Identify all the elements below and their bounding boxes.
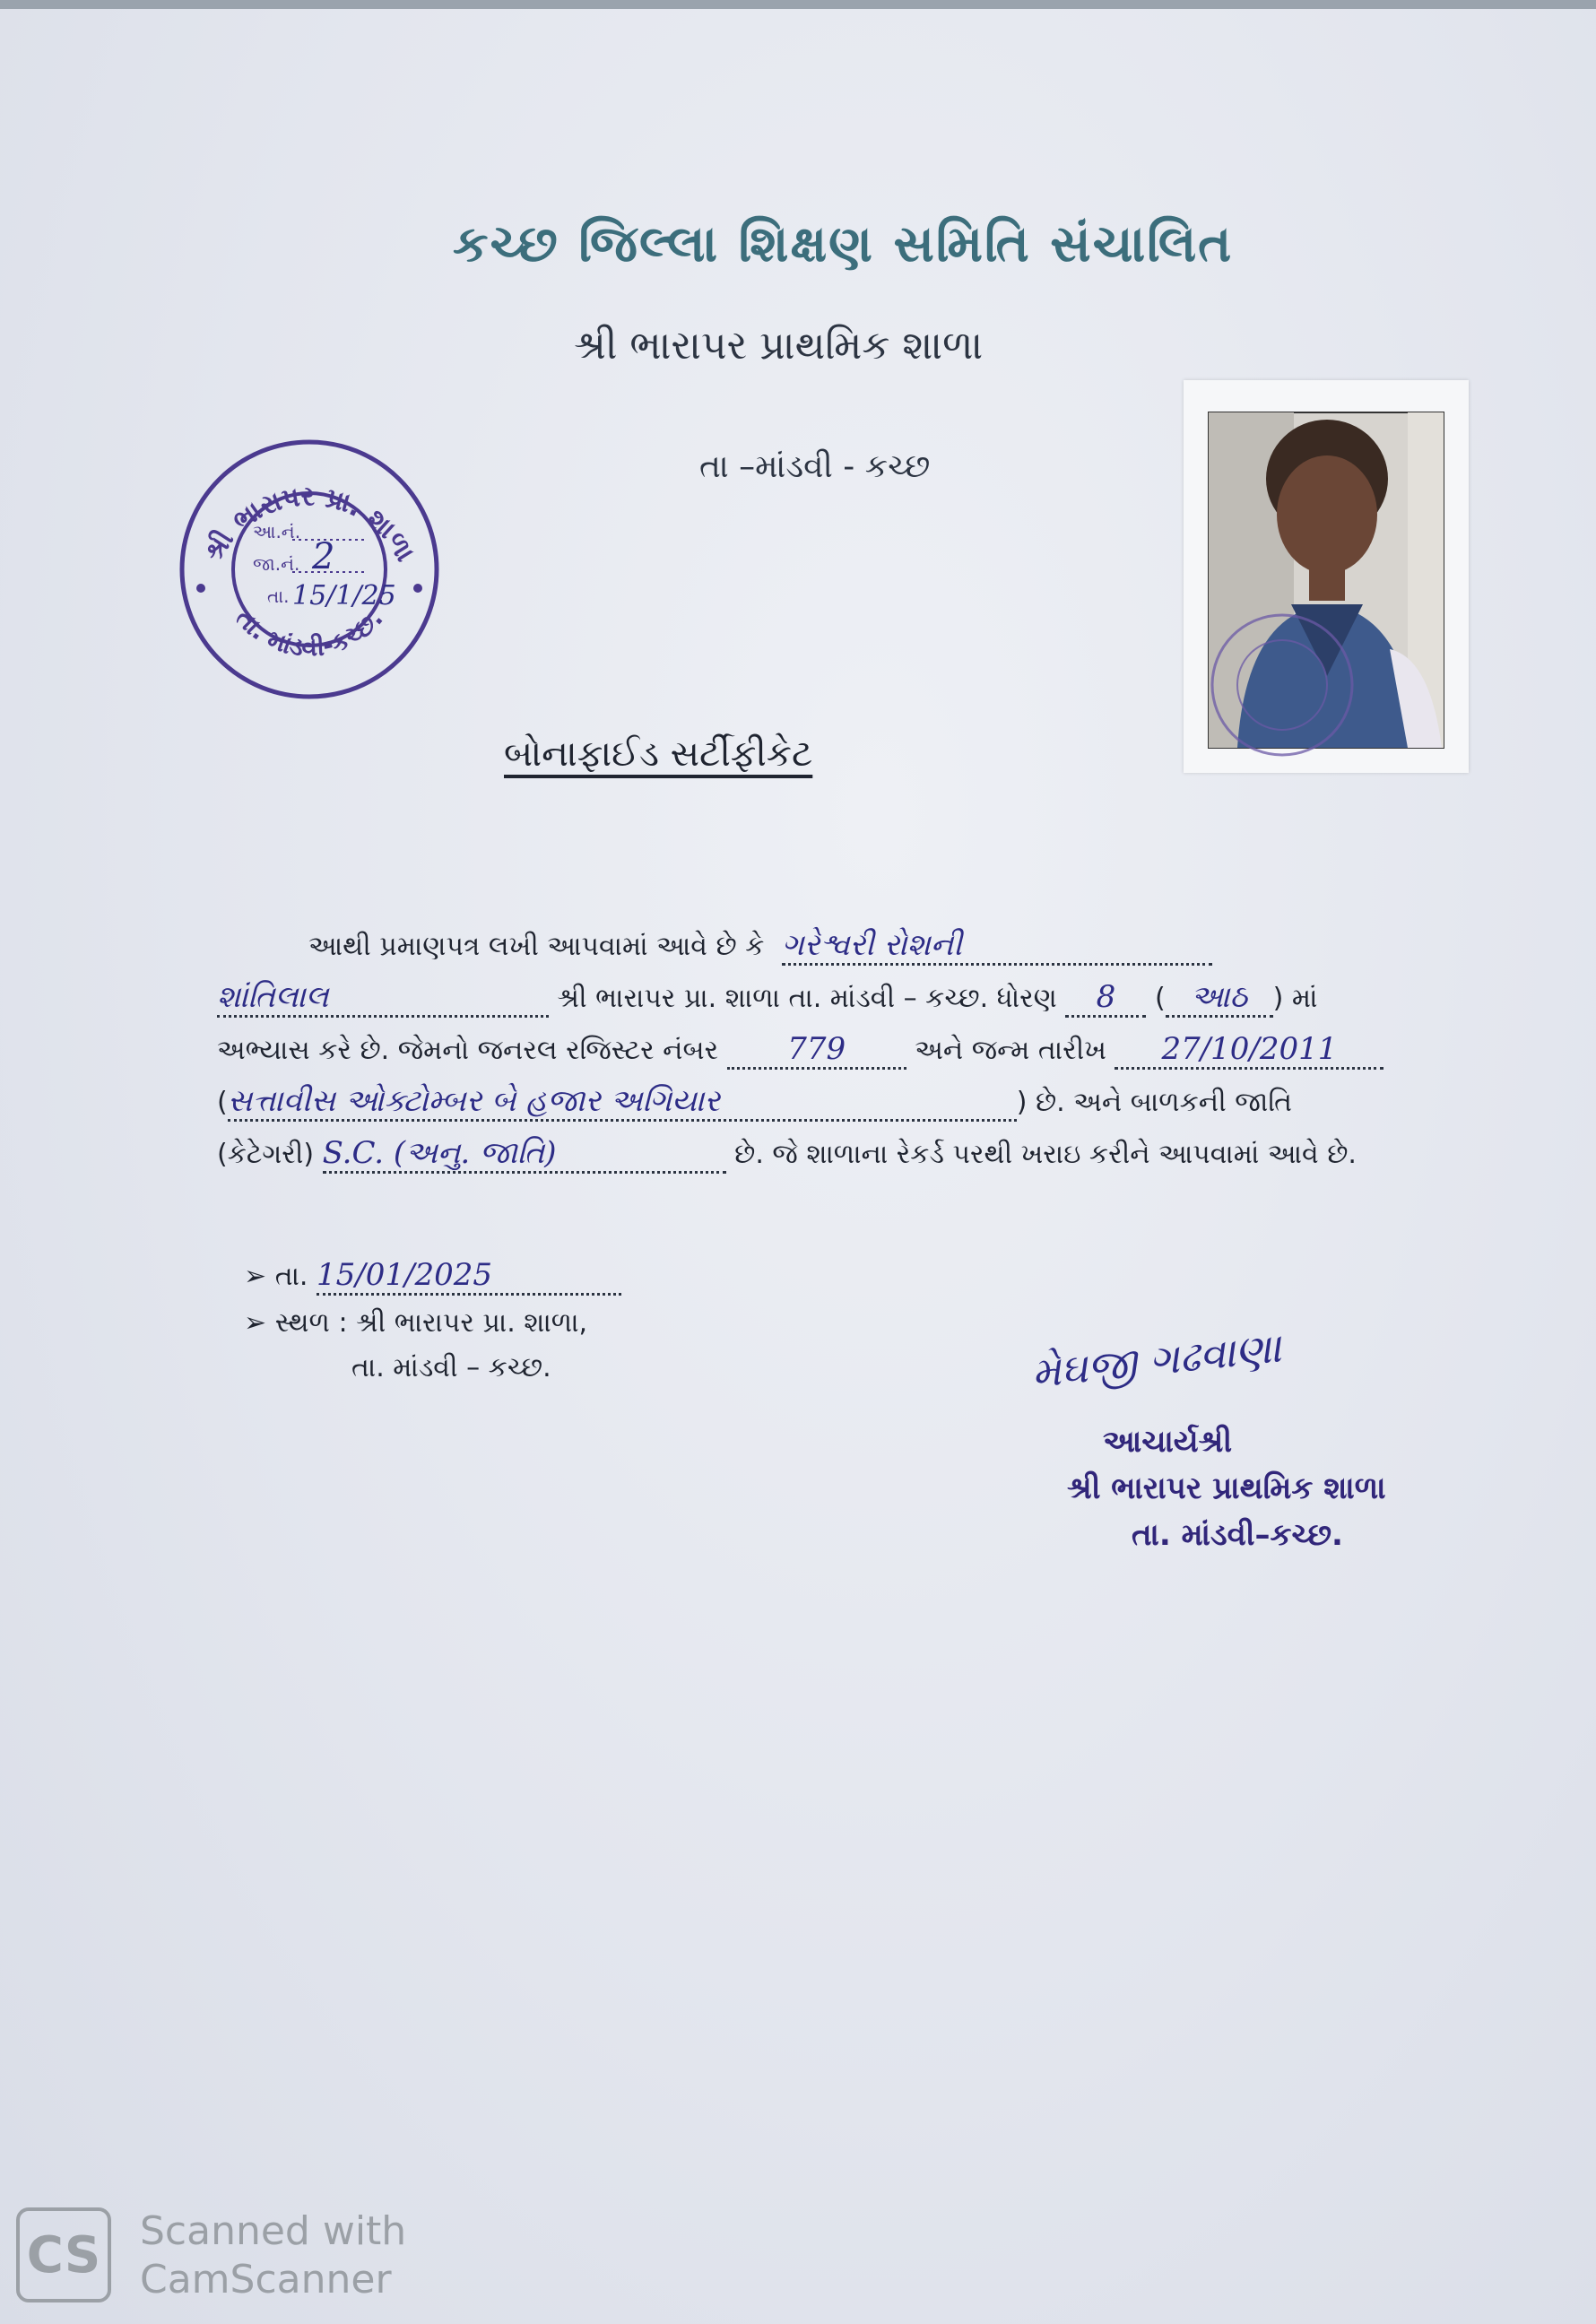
line2-middle: શ્રી ભારાપર પ્રા. શાળા તા. માંડવી – કચ્છ. ધોરણ	[557, 983, 1057, 1014]
stamp-line1-label: આ.નં.	[253, 521, 301, 542]
stamp-bottom-text: તા. માંડવી-કચ્છ.	[230, 603, 389, 663]
principal-signature: મેઘજી ગઢવાણા	[1028, 1322, 1284, 1398]
birth-date-words-field: સત્તાવીસ ઓક્ટોમ્બર બે હજાર અગિયાર	[228, 1083, 1017, 1122]
standard-field: 8	[1065, 979, 1146, 1018]
certificate-line-3	[217, 1031, 1383, 1070]
place-line-2: તા. માંડવી – કચ્છ.	[351, 1352, 551, 1383]
standard-words-field: આઠ	[1166, 979, 1273, 1018]
stamp-top-text: શ્રી ભારાપર પ્રા. શાળા	[197, 481, 421, 568]
line3-prefix: અભ્યાસ કરે છે. જેમનો જનરલ રજિસ્ટર નંબર	[217, 1035, 719, 1066]
issue-date-line	[244, 1257, 621, 1296]
student-photo-card	[1184, 380, 1469, 773]
place-label: સ્થળ : શ્રી ભારાપર પ્રા. શાળા,	[274, 1307, 588, 1339]
scan-top-edge	[0, 0, 1596, 9]
stamp-number: 2	[312, 536, 335, 577]
line1-prefix: આથી પ્રમાણપત્ર લખી આપવામાં આવે છે કે	[308, 931, 765, 962]
svg-text:તા. માંડવી-કચ્છ.	[230, 603, 388, 663]
line4-suffix: ) છે. અને બાળકની જાતિ	[1016, 1087, 1292, 1118]
school-name: શ્રી ભારાપર પ્રાથમિક શાળા	[574, 323, 984, 369]
committee-heading: કચ્છ જિલ્લા શિક્ષણ સમિતિ સંચાલિત	[453, 215, 1234, 273]
line3-middle: અને જન્મ તારીખ	[915, 1035, 1106, 1066]
watermark-line-2: CamScanner	[140, 2257, 392, 2302]
stamp-line2-label: જા.નં.	[253, 553, 300, 575]
certificate-line-2: શાંતિલાલ શ્રી ભારાપર પ્રા. શાળા તા. માંડવી – કચ્છ. ધોરણ 8 ( આઠ ) માં	[217, 979, 1317, 1018]
birth-date-field: 27/10/2011	[1115, 1031, 1383, 1070]
certificate-line-5	[217, 1135, 1357, 1174]
svg-text:શ્રી ભારાપર પ્રા. શાળા	[198, 481, 421, 567]
signature-taluka: તા. માંડવી–કચ્છ.	[1132, 1517, 1343, 1553]
line2-suffix: ) માં	[1272, 983, 1318, 1014]
arrow-bullet-icon: ➢	[244, 1307, 267, 1339]
certificate-line-1	[308, 927, 1212, 966]
category-label: (કેટેગરી)	[217, 1139, 315, 1170]
watermark-line-1: Scanned with	[140, 2208, 407, 2254]
line5-suffix: છે. જે શાળાના રેકર્ડ પરથી ખરાઇ કરીને આપવામાં આવે છે.	[734, 1139, 1357, 1170]
signature-school: શ્રી ભારાપર પ્રાથમિક શાળા	[1067, 1470, 1386, 1506]
school-round-stamp	[178, 438, 441, 701]
camscanner-watermark	[140, 2207, 406, 2304]
register-number-field: 779	[727, 1031, 906, 1070]
stamp-date: 15/1/25	[292, 580, 396, 611]
category-field: S.C. (અનુ. જાતિ)	[323, 1135, 726, 1174]
student-name-field: ગરેશ્વરી રોશની	[782, 927, 1212, 966]
principal-role: આચાર્યશ્રી	[1103, 1424, 1233, 1460]
taluka-line: તા –માંડવી - કચ્છ	[699, 448, 931, 485]
certificate-line-4: (સત્તાવીસ ઓક્ટોમ્બર બે હજાર અગિયાર ) છે. અને બાળકની જાતિ	[217, 1083, 1292, 1122]
stamp-line3-label: તા.	[267, 585, 290, 607]
arrow-bullet-icon: ➢	[244, 1261, 267, 1292]
certificate-title: બોનાફાઈડ સર્ટીફીકેટ	[504, 733, 813, 775]
issue-date-label: તા.	[274, 1261, 308, 1292]
place-line	[244, 1307, 587, 1339]
issue-date-field: 15/01/2025	[317, 1257, 621, 1296]
father-name-field: શાંતિલાલ	[217, 979, 549, 1018]
student-photo	[1184, 380, 1469, 773]
camscanner-logo-icon: CS	[16, 2207, 111, 2302]
